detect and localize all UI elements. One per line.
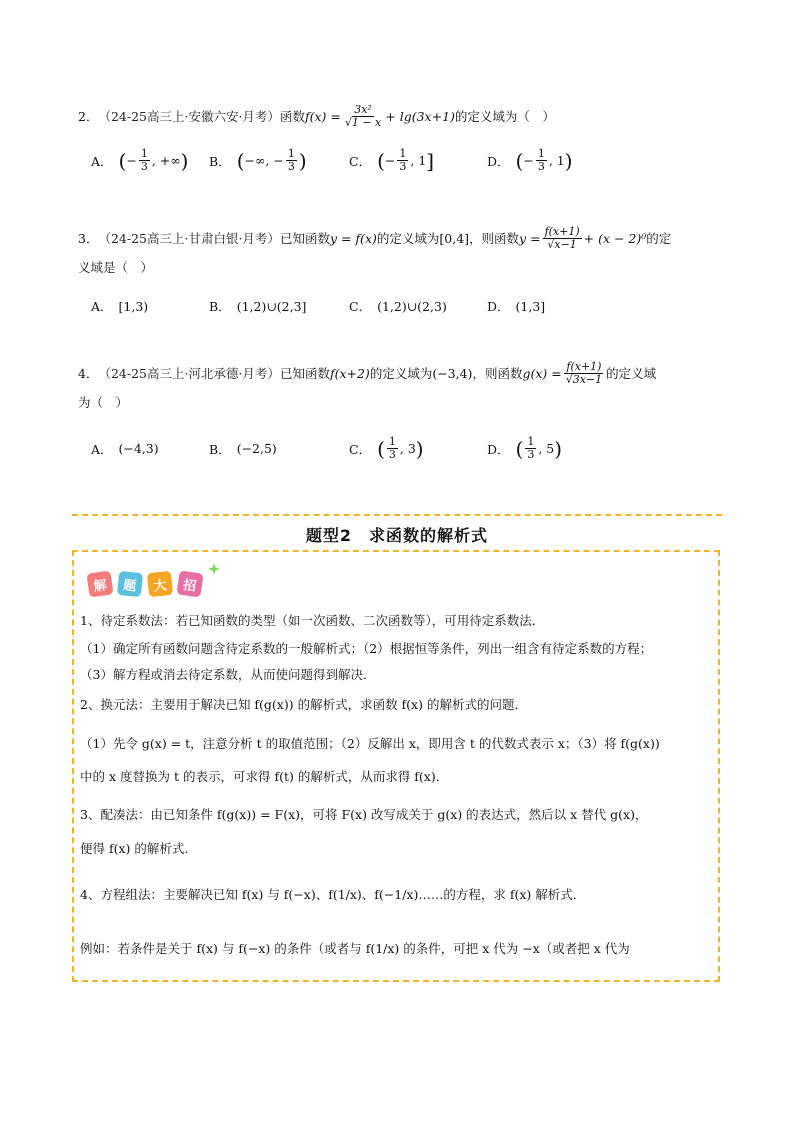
fraction-denominator: √1 − x — [344, 116, 382, 129]
question-number: 4． — [78, 365, 99, 381]
option-text: (1,2)∪(2,3] — [236, 298, 307, 314]
option-b[interactable] — [209, 440, 349, 458]
fraction — [543, 226, 582, 251]
function-expression-2: y = — [519, 230, 541, 246]
fraction-numerator: f(x+1) — [544, 225, 580, 238]
fraction — [343, 104, 383, 129]
question-stem-suffix: 的定义域为（ ） — [454, 108, 555, 124]
method-line: （3）解方程或消去待定系数，从而使问题得到解决． — [80, 667, 376, 682]
expression-tail: + lg(3x+1) — [385, 108, 455, 124]
method-line: 1、待定系数法：若已知函数的类型（如一次函数、二次函数等），可用待定系数法． — [80, 613, 545, 628]
question-stem: 已知函数 — [279, 365, 330, 381]
option-label: D． — [487, 299, 510, 314]
badge-char: 大 — [147, 571, 173, 597]
question-stem-line2: 为（ ） — [78, 395, 129, 410]
method-line: 3、配凑法：由已知条件 f(g(x)) = F(x)，可将 F(x) 改写成关于 g(x) 的表达式，然后以 x 替代 g(x)， — [80, 807, 648, 822]
question-stem-mid2: ，则函数 — [472, 365, 523, 381]
badge-char: 题 — [117, 571, 143, 597]
expression-tail: + (x − 2)⁰ — [583, 230, 647, 246]
option-text: (1,3] — [515, 298, 546, 314]
question-4 — [78, 361, 656, 412]
option-label: C． — [349, 299, 372, 314]
question-stem-mid: 的定义域为 — [376, 230, 440, 246]
option-c[interactable]: C． ( − $\frac{1}{3}$ , 1 ] — [349, 147, 435, 173]
question-stem: 函数 — [279, 108, 305, 124]
domain-interval: [0,4] — [439, 230, 470, 246]
option-a[interactable]: A． ( − $\frac{1}{3}$ , +∞ ) — [91, 147, 189, 173]
option-label: D． — [487, 153, 510, 169]
option-text: (1,2)∪(2,3) — [377, 298, 447, 314]
method-line: 4、方程组法：主要解决已知 f(x) 与 f(−x)、f(1/x)、f(−1/x)……的方程，求 f(x) 解析式． — [80, 887, 586, 902]
method-line: 中的 x 度替换为 t 的表示，可求得 f(t) 的解析式，从而求得 f(x)． — [80, 769, 449, 784]
option-label: A． — [91, 153, 113, 169]
question-3 — [78, 226, 671, 277]
option-label: C． — [349, 441, 372, 457]
question-stem-suffix: 的定 — [646, 230, 672, 246]
question-stem-mid: 的定义域为 — [369, 365, 433, 381]
question-stem-mid2: ，则函数 — [469, 230, 520, 246]
method-line: （1）先令 g(x) = t，注意分析 t 的取值范围；（2）反解出 x，即用含 t 的代数式表示 x；（3）将 f(g(x)) — [80, 736, 660, 751]
option-a[interactable] — [91, 440, 209, 458]
option-d[interactable] — [487, 297, 545, 315]
option-b[interactable]: B． ( −∞, − $\frac{1}{3}$ ) — [209, 147, 307, 173]
domain-interval: (−3,4) — [432, 365, 473, 381]
section-divider — [72, 514, 722, 516]
function-expression: f(x+2) — [329, 365, 370, 381]
option-label: B． — [209, 299, 231, 314]
option-text: (−4,3) — [118, 441, 159, 456]
fraction-numerator: f(x+1) — [566, 360, 602, 373]
option-d[interactable]: D． ( − $\frac{1}{3}$ , 1 ) — [487, 147, 573, 173]
option-label: A． — [91, 299, 113, 314]
fraction-numerator: 3x² — [354, 103, 372, 116]
section-title: 题型2 求函数的解析式 — [305, 526, 489, 545]
fraction — [564, 361, 604, 386]
question-source: （24-25高三上·甘肃白银·月考） — [98, 230, 280, 246]
question-source: （24-25高三上·河北承德·月考） — [98, 365, 280, 381]
option-text: [1,3) — [118, 298, 149, 314]
question-number: 3． — [78, 230, 99, 246]
method-line: 2、换元法：主要用于解决已知 f(g(x)) 的解析式，求函数 f(x) 的解析式的问题． — [80, 697, 527, 712]
method-line: （1）确定所有函数问题含待定系数的一般解析式；（2）根据恒等条件，列出一组含有待定系数的方程； — [80, 641, 653, 656]
option-label: A． — [91, 441, 113, 457]
badge-char: 解 — [86, 570, 113, 597]
option-label: B． — [209, 441, 231, 457]
question-stem-suffix: 的定义域 — [606, 365, 657, 381]
option-label: D． — [487, 441, 510, 457]
options-4 — [91, 436, 562, 461]
sparkle-icon — [208, 560, 220, 572]
option-c[interactable]: C． ( $\frac{1}{3}$ , 3 ) — [349, 435, 424, 461]
options-3 — [91, 297, 545, 315]
option-text: (−2,5) — [236, 441, 277, 456]
fraction-denominator: √3x−1 — [565, 373, 603, 386]
function-expression-2: g(x) = — [522, 365, 562, 381]
question-stem: 已知函数 — [279, 230, 330, 246]
question-stem-line2: 义域是（ ） — [78, 260, 154, 275]
option-label: B． — [209, 153, 231, 169]
question-source: （24-25高三上·安徽六安·月考） — [98, 108, 280, 124]
option-c[interactable] — [349, 297, 487, 315]
method-line: 便得 f(x) 的解析式． — [80, 841, 197, 856]
fraction-denominator: √x−1 — [547, 238, 577, 251]
method-line: 例如：若条件是关于 f(x) 与 f(−x) 的条件（或者与 f(1/x) 的条件，可把 x 代为 −x（或者把 x 代为 — [80, 941, 630, 956]
question-number: 2． — [78, 108, 99, 124]
question-2 — [78, 104, 555, 129]
options-2 — [91, 148, 573, 173]
option-label: C． — [349, 153, 372, 169]
option-b[interactable] — [209, 297, 349, 315]
badge-char: 招 — [176, 570, 203, 597]
function-expression: y = f(x) — [329, 230, 377, 246]
option-d[interactable]: D． ( $\frac{1}{3}$ , 5 ) — [487, 435, 563, 461]
option-a[interactable] — [91, 297, 209, 315]
function-expression: f(x) = — [304, 108, 341, 124]
